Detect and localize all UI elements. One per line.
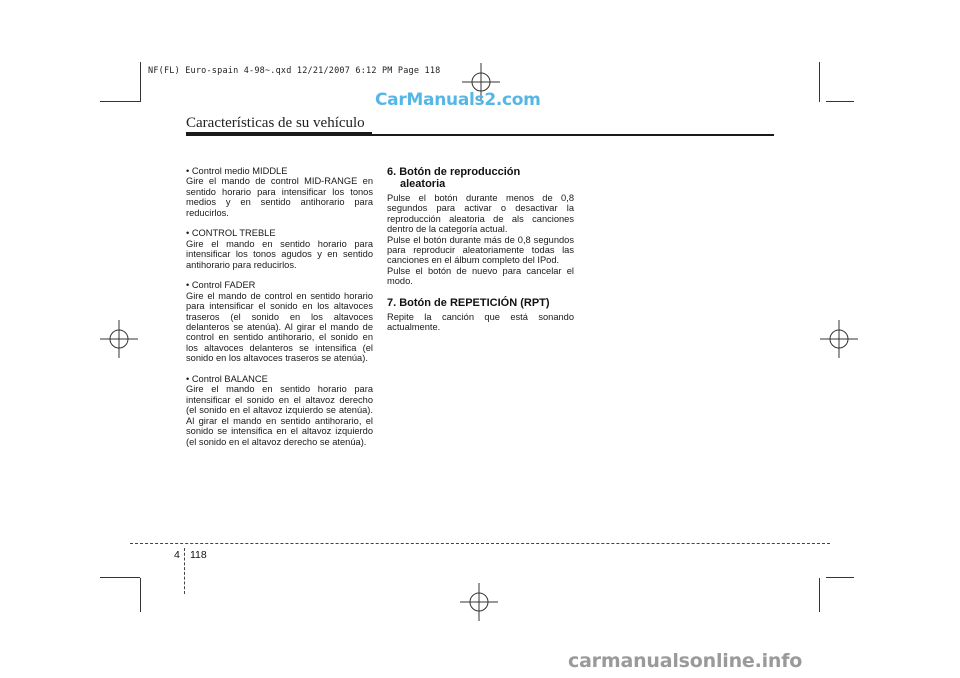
registration-target-left-icon xyxy=(100,320,138,358)
crop-mark-bottom-left-h xyxy=(100,577,140,578)
fader-control-body: Gire el mando de control en sentido horario para intensificar el sonido en los altavoces traseros (el sonido en los altavoces delanteros se atenúa). Al girar el mando de control en sentido antihorario, el sonido en los altavoces delanteros se intensifica (el sonido en los altavoces traseros se atenúa). xyxy=(186,290,373,364)
left-column xyxy=(186,166,373,447)
title-underline-thick xyxy=(186,132,372,136)
chapter-number: 4 xyxy=(174,549,180,561)
registration-target-bottom-icon xyxy=(460,583,498,621)
middle-control-heading: • Control medio MIDDLE xyxy=(186,166,288,176)
random-button-para1: Pulse el botón durante menos de 0,8 segundos para activar o desactivar la reproducción aleatoria de als canciones dentro de la categoría actual. xyxy=(387,193,574,235)
random-button-heading xyxy=(387,166,574,190)
crop-mark-bottom-right-v xyxy=(819,578,820,612)
crop-mark-top-left-v xyxy=(140,62,141,102)
repeat-button-para1: Repite la canción que está sonando actualmente. xyxy=(387,311,574,333)
watermark-bottom: carmanualsonline.info xyxy=(568,650,803,672)
fader-control-heading: • Control FADER xyxy=(186,280,256,291)
balance-control-heading: • Control BALANCE xyxy=(186,374,268,385)
crop-mark-top-left-h xyxy=(100,101,140,102)
random-button-heading-line2: aleatoria xyxy=(400,178,446,190)
crop-mark-top-right-h xyxy=(826,101,854,102)
crop-mark-bottom-right-h xyxy=(826,577,854,578)
watermark-top: CarManuals2.com xyxy=(375,90,541,110)
title-underline-thin xyxy=(372,134,774,136)
crop-mark-top-right-v xyxy=(819,62,820,102)
print-slug-header: NF(FL) Euro-spain 4-98~.qxd 12/21/2007 6:12 PM Page 118 xyxy=(148,66,441,76)
page-number: 118 xyxy=(190,549,207,561)
random-button-para2: Pulse el botón durante más de 0,8 segundos para reproducir aleatoriamente todas las canciones en el álbum completo del IPod. xyxy=(387,234,574,266)
footer-dashed-line xyxy=(130,543,830,544)
balance-control-body: Gire el mando en sentido horario para intensificar el sonido en el altavoz derecho (el sonido en el altavoz izquierdo se atenúa). Al girar el mando en sentido antihorario, el sonido se intensifica en el altavoz izquierdo (el sonido en el altavoz derecho se atenúa). xyxy=(186,384,373,447)
repeat-button-heading: 7. Botón de REPETICIÓN (RPT) xyxy=(387,296,550,309)
random-button-heading-line1: 6. Botón de reproducción xyxy=(387,166,521,178)
middle-control-body: Gire el mando de control MID-RANGE en sentido horario para intensificar los tonos medios y en sentido antihorario para reducirlos. xyxy=(186,176,373,218)
right-column xyxy=(387,166,574,332)
treble-control-heading: • CONTROL TREBLE xyxy=(186,228,276,239)
registration-target-right-icon xyxy=(820,320,858,358)
footer-separator xyxy=(184,548,185,594)
section-title: Características de su vehículo xyxy=(186,115,365,131)
crop-mark-bottom-left-v xyxy=(140,578,141,612)
random-button-para3: Pulse el botón de nuevo para cancelar el modo. xyxy=(387,265,574,287)
treble-control-body: Gire el mando en sentido horario para intensificar los tonos agudos y en sentido antihorario para reducirlos. xyxy=(186,238,373,270)
